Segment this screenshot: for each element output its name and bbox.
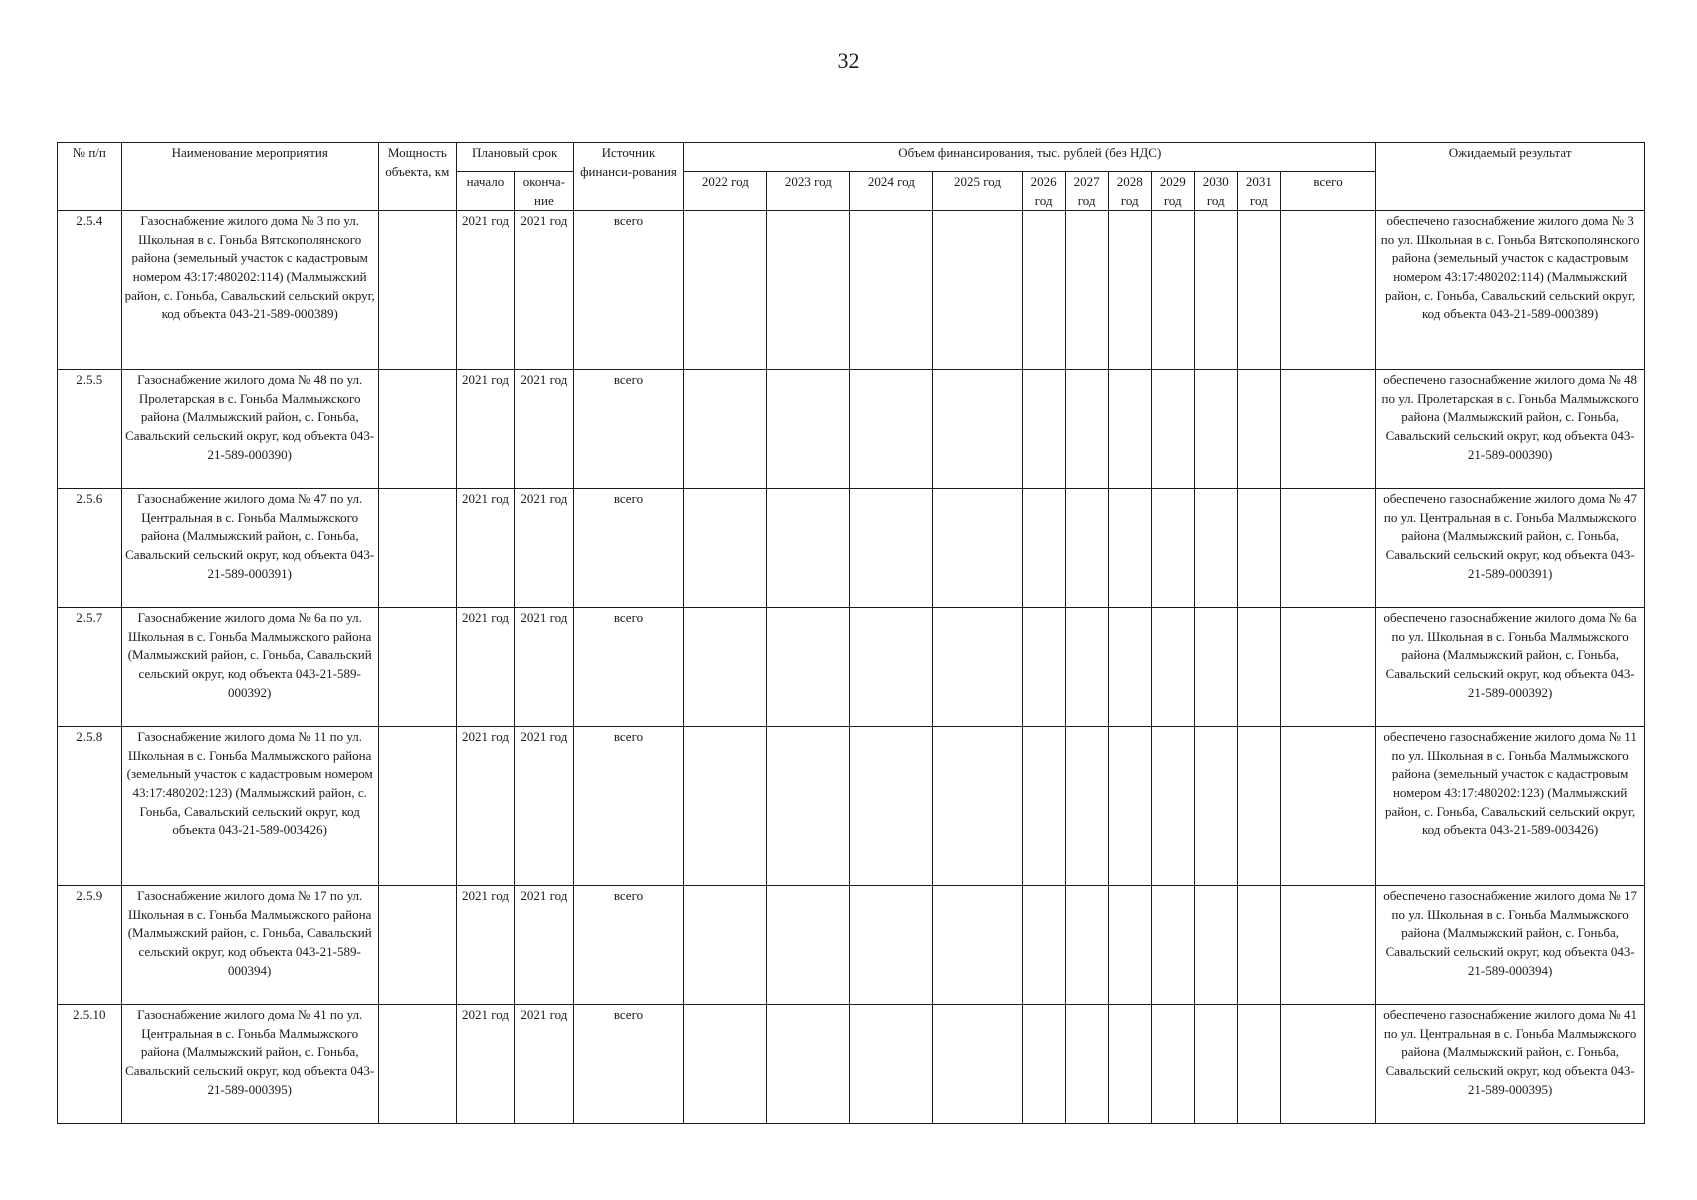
row-name: Газоснабжение жилого дома № 17 по ул. Школьная в с. Гоньба Малмыжского района (Малмыжский район, с. Гоньба, Савальский сельский округ, код объекта 043-21-589-000394) <box>121 886 378 1005</box>
row-funding-total-cell <box>1280 1005 1375 1124</box>
row-result: обеспечено газоснабжение жилого дома № 41 по ул. Центральная в с. Гоньба Малмыжского района (Малмыжский район, с. Гоньба, Савальский сельский округ, код объекта 043-21-589-000395) <box>1376 1005 1645 1124</box>
row-term-end: 2021 год <box>515 370 573 489</box>
header-year-2025: 2025 год <box>933 172 1022 211</box>
row-funding-year-cell <box>1108 1005 1151 1124</box>
row-power <box>378 370 456 489</box>
header-year-2027: 2027 год <box>1065 172 1108 211</box>
row-funding-year-cell <box>1108 370 1151 489</box>
row-funding-year-cell <box>933 489 1022 608</box>
row-funding-year-cell <box>850 886 933 1005</box>
row-funding-year-cell <box>1065 211 1108 370</box>
row-funding-year-cell <box>1022 886 1065 1005</box>
row-funding-year-cell <box>1065 886 1108 1005</box>
row-funding-year-cell <box>767 727 850 886</box>
row-funding-year-cell <box>684 1005 767 1124</box>
row-funding-year-cell <box>1237 370 1280 489</box>
row-power <box>378 211 456 370</box>
table-body <box>58 211 1645 1124</box>
row-funding-year-cell <box>767 489 850 608</box>
row-num: 2.5.8 <box>58 727 122 886</box>
row-funding-year-cell <box>1237 886 1280 1005</box>
header-year-2029: 2029 год <box>1151 172 1194 211</box>
row-num: 2.5.10 <box>58 1005 122 1124</box>
row-funding-year-cell <box>850 608 933 727</box>
row-funding-year-cell <box>684 608 767 727</box>
table-row <box>58 608 1645 727</box>
row-funding-year-cell <box>1194 370 1237 489</box>
row-funding-year-cell <box>684 211 767 370</box>
table-row <box>58 489 1645 608</box>
row-name: Газоснабжение жилого дома № 11 по ул. Школьная в с. Гоньба Малмыжского района (земельный участок с кадастровым номером 43:17:480202:123) (Малмыжский район, с. Гоньба, Савальский сельский округ, код объекта 043-21-589-003426) <box>121 727 378 886</box>
row-funding-year-cell <box>1065 489 1108 608</box>
row-name: Газоснабжение жилого дома № 3 по ул. Школьная в с. Гоньба Вятскополянского района (земельный участок с кадастровым номером 43:17:480202:114) (Малмыжский район, с. Гоньба, Савальский сельский округ, код объекта 043-21-589-000389) <box>121 211 378 370</box>
row-funding-year-cell <box>1108 211 1151 370</box>
header-term: Плановый срок <box>456 143 573 172</box>
row-term-end: 2021 год <box>515 211 573 370</box>
row-result: обеспечено газоснабжение жилого дома № 48 по ул. Пролетарская в с. Гоньба Малмыжского района (Малмыжский район, с. Гоньба, Савальский сельский округ, код объекта 043-21-589-000390) <box>1376 370 1645 489</box>
row-term-start: 2021 год <box>456 608 514 727</box>
header-num: № п/п <box>58 143 122 211</box>
row-funding-year-cell <box>1022 211 1065 370</box>
row-result: обеспечено газоснабжение жилого дома № 17 по ул. Школьная в с. Гоньба Малмыжского района (Малмыжский район, с. Гоньба, Савальский сельский округ, код объекта 043-21-589-000394) <box>1376 886 1645 1005</box>
row-name: Газоснабжение жилого дома № 47 по ул. Центральная в с. Гоньба Малмыжского района (Малмыжский район, с. Гоньба, Савальский сельский округ, код объекта 043-21-589-000391) <box>121 489 378 608</box>
header-year-2024: 2024 год <box>850 172 933 211</box>
row-funding-year-cell <box>1151 886 1194 1005</box>
row-result: обеспечено газоснабжение жилого дома № 6а по ул. Школьная в с. Гоньба Малмыжского района (Малмыжский район, с. Гоньба, Савальский сельский округ, код объекта 043-21-589-000392) <box>1376 608 1645 727</box>
row-funding-year-cell <box>1194 1005 1237 1124</box>
row-funding-year-cell <box>933 608 1022 727</box>
header-year-2023: 2023 год <box>767 172 850 211</box>
row-num: 2.5.7 <box>58 608 122 727</box>
header-result: Ожидаемый результат <box>1376 143 1645 211</box>
row-power <box>378 1005 456 1124</box>
header-term-start: начало <box>456 172 514 211</box>
row-funding-year-cell <box>1022 489 1065 608</box>
row-source: всего <box>573 370 684 489</box>
table-row <box>58 1005 1645 1124</box>
row-result: обеспечено газоснабжение жилого дома № 47 по ул. Центральная в с. Гоньба Малмыжского района (Малмыжский район, с. Гоньба, Савальский сельский округ, код объекта 043-21-589-000391) <box>1376 489 1645 608</box>
table-row <box>58 727 1645 886</box>
row-funding-year-cell <box>684 370 767 489</box>
header-power: Мощность объекта, км <box>378 143 456 211</box>
row-term-start: 2021 год <box>456 211 514 370</box>
row-source: всего <box>573 211 684 370</box>
row-funding-total-cell <box>1280 211 1375 370</box>
row-term-end: 2021 год <box>515 727 573 886</box>
row-funding-year-cell <box>684 886 767 1005</box>
row-funding-year-cell <box>1194 489 1237 608</box>
row-num: 2.5.5 <box>58 370 122 489</box>
row-result: обеспечено газоснабжение жилого дома № 11 по ул. Школьная в с. Гоньба Малмыжского района (земельный участок с кадастровым номером 43:17:480202:123) (Малмыжский район, с. Гоньба, Савальский сельский округ, код объекта 043-21-589-003426) <box>1376 727 1645 886</box>
row-name: Газоснабжение жилого дома № 48 по ул. Пролетарская в с. Гоньба Малмыжского района (Малмыжский район, с. Гоньба, Савальский сельский округ, код объекта 043-21-589-000390) <box>121 370 378 489</box>
row-funding-total-cell <box>1280 489 1375 608</box>
row-funding-total-cell <box>1280 370 1375 489</box>
row-funding-year-cell <box>1108 727 1151 886</box>
row-funding-year-cell <box>933 727 1022 886</box>
row-funding-year-cell <box>1151 211 1194 370</box>
header-year-2026: 2026 год <box>1022 172 1065 211</box>
row-source: всего <box>573 727 684 886</box>
row-funding-year-cell <box>933 1005 1022 1124</box>
page-number: 32 <box>837 48 860 73</box>
row-funding-year-cell <box>684 489 767 608</box>
row-term-start: 2021 год <box>456 1005 514 1124</box>
row-funding-year-cell <box>1151 727 1194 886</box>
row-funding-year-cell <box>1194 608 1237 727</box>
row-power <box>378 727 456 886</box>
row-term-end: 2021 год <box>515 886 573 1005</box>
row-term-end: 2021 год <box>515 1005 573 1124</box>
row-funding-year-cell <box>1151 489 1194 608</box>
row-funding-year-cell <box>1237 489 1280 608</box>
row-funding-year-cell <box>1194 211 1237 370</box>
header-source: Источник финанси-рования <box>573 143 684 211</box>
row-funding-total-cell <box>1280 727 1375 886</box>
row-term-end: 2021 год <box>515 489 573 608</box>
row-funding-year-cell <box>933 370 1022 489</box>
row-funding-year-cell <box>1151 1005 1194 1124</box>
row-funding-year-cell <box>1065 608 1108 727</box>
header-total: всего <box>1280 172 1375 211</box>
table-row <box>58 886 1645 1005</box>
row-funding-year-cell <box>1108 608 1151 727</box>
row-term-start: 2021 год <box>456 886 514 1005</box>
row-funding-year-cell <box>850 727 933 886</box>
row-funding-year-cell <box>1194 727 1237 886</box>
row-funding-total-cell <box>1280 886 1375 1005</box>
row-funding-year-cell <box>1237 608 1280 727</box>
row-funding-year-cell <box>1108 489 1151 608</box>
row-num: 2.5.6 <box>58 489 122 608</box>
table-row <box>58 370 1645 489</box>
row-funding-year-cell <box>767 1005 850 1124</box>
table-row <box>58 211 1645 370</box>
row-funding-year-cell <box>1237 211 1280 370</box>
row-funding-year-cell <box>850 489 933 608</box>
row-funding-year-cell <box>1108 886 1151 1005</box>
row-funding-year-cell <box>850 370 933 489</box>
header-name: Наименование мероприятия <box>121 143 378 211</box>
row-funding-year-cell <box>933 211 1022 370</box>
header-year-2028: 2028 год <box>1108 172 1151 211</box>
table-header <box>58 143 1645 211</box>
row-num: 2.5.4 <box>58 211 122 370</box>
header-term-end: оконча-ние <box>515 172 573 211</box>
row-funding-year-cell <box>850 1005 933 1124</box>
row-funding-year-cell <box>1022 370 1065 489</box>
row-funding-year-cell <box>1194 886 1237 1005</box>
row-funding-total-cell <box>1280 608 1375 727</box>
header-year-2022: 2022 год <box>684 172 767 211</box>
row-name: Газоснабжение жилого дома № 6а по ул. Школьная в с. Гоньба Малмыжского района (Малмыжский район, с. Гоньба, Савальский сельский округ, код объекта 043-21-589-000392) <box>121 608 378 727</box>
row-power <box>378 886 456 1005</box>
row-source: всего <box>573 1005 684 1124</box>
row-funding-year-cell <box>767 608 850 727</box>
header-funding: Объем финансирования, тыс. рублей (без НДС) <box>684 143 1376 172</box>
row-source: всего <box>573 886 684 1005</box>
row-power <box>378 608 456 727</box>
row-funding-year-cell <box>1065 370 1108 489</box>
header-year-2030: 2030 год <box>1194 172 1237 211</box>
row-source: всего <box>573 489 684 608</box>
row-term-end: 2021 год <box>515 608 573 727</box>
row-funding-year-cell <box>1151 370 1194 489</box>
row-funding-year-cell <box>767 211 850 370</box>
row-funding-year-cell <box>933 886 1022 1005</box>
row-funding-year-cell <box>1022 727 1065 886</box>
row-funding-year-cell <box>1022 608 1065 727</box>
row-funding-year-cell <box>684 727 767 886</box>
row-source: всего <box>573 608 684 727</box>
row-term-start: 2021 год <box>456 489 514 608</box>
row-term-start: 2021 год <box>456 727 514 886</box>
funding-table <box>57 142 1645 1124</box>
row-num: 2.5.9 <box>58 886 122 1005</box>
row-funding-year-cell <box>1237 1005 1280 1124</box>
row-power <box>378 489 456 608</box>
row-term-start: 2021 год <box>456 370 514 489</box>
row-funding-year-cell <box>767 370 850 489</box>
row-funding-year-cell <box>1237 727 1280 886</box>
row-result: обеспечено газоснабжение жилого дома № 3 по ул. Школьная в с. Гоньба Вятскополянского района (земельный участок с кадастровым номером 43:17:480202:114) (Малмыжский район, с. Гоньба, Савальский сельский округ, код объекта 043-21-589-000389) <box>1376 211 1645 370</box>
row-funding-year-cell <box>850 211 933 370</box>
row-funding-year-cell <box>1022 1005 1065 1124</box>
header-year-2031: 2031 год <box>1237 172 1280 211</box>
row-funding-year-cell <box>1065 1005 1108 1124</box>
row-funding-year-cell <box>767 886 850 1005</box>
row-funding-year-cell <box>1151 608 1194 727</box>
row-funding-year-cell <box>1065 727 1108 886</box>
row-name: Газоснабжение жилого дома № 41 по ул. Центральная в с. Гоньба Малмыжского района (Малмыжский район, с. Гоньба, Савальский сельский округ, код объекта 043-21-589-000395) <box>121 1005 378 1124</box>
